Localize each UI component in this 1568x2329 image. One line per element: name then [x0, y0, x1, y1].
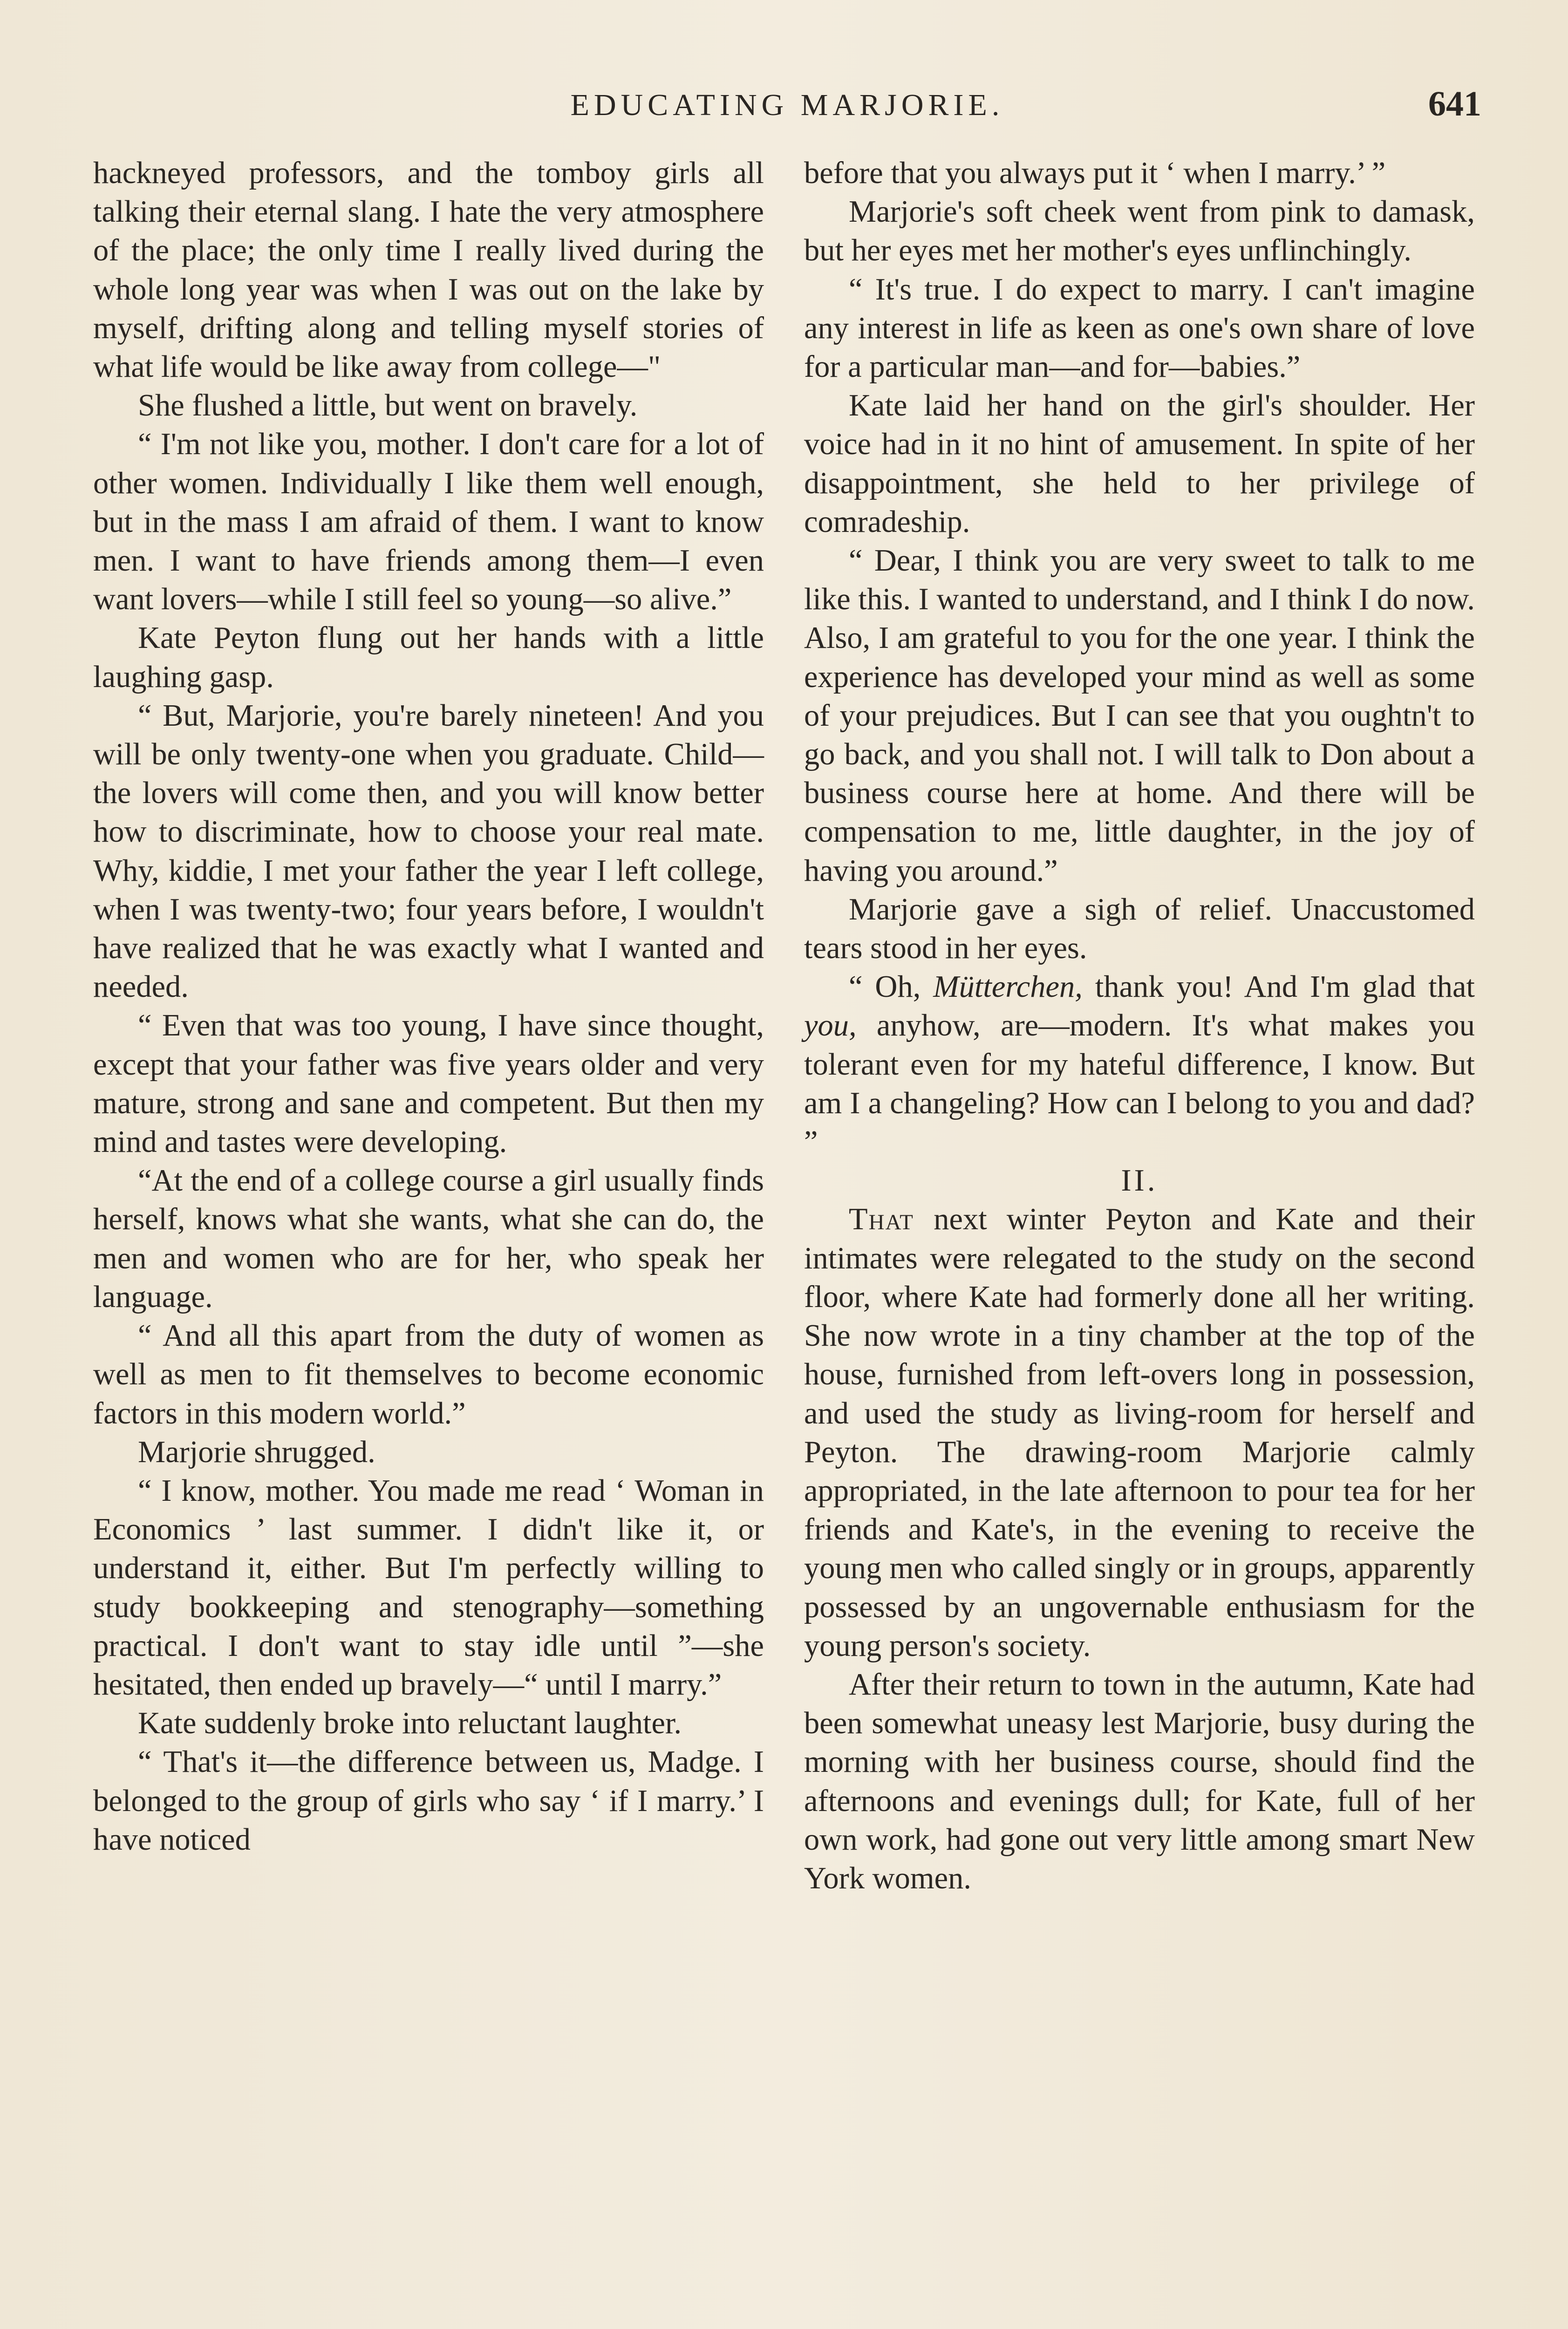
left-column	[93, 154, 764, 1859]
paragraph: “ That's it—the difference between us, Madge. I belonged to the group of girls who say ‘ if I marry.’ I have noticed	[93, 1745, 764, 1857]
paragraph: “ I'm not like you, mother. I don't care for a lot of other women. Individually I like them well enough, but in the mass I am afraid of them. I want to know men. I want to have friends among them—I even want lovers—while I still feel so young—so alive.”	[93, 427, 764, 617]
paragraph: After their return to town in the autumn, Kate had been somewhat uneasy lest Marjorie, busy during the morning with her business course, should find the afternoons and evenings dull; for Kate, full of her own work, had gone out very little among smart New York women.	[804, 1667, 1475, 1895]
paragraph	[804, 1200, 1475, 1665]
text-run: anyhow, are—modern. It's what makes you tolerant even for my hateful difference, I know. But am I a changeling? How can I belong to you and dad? ”	[804, 1008, 1475, 1159]
paragraph: “ Dear, I think you are very sweet to talk to me like this. I wanted to understand, and I think I do now. Also, I am grateful to you for the one year. I think the experience has developed your mind as well as some of your prejudices. But I can see that you oughtn't to go back, and you shall not. I will talk to Don about a business course here at home. And there will be compensation to me, little daughter, in the joy of having you around.”	[804, 544, 1475, 888]
paragraph: Kate Peyton flung out her hands with a little laughing gasp.	[93, 621, 764, 694]
text-run: next winter Peyton and Kate and their intimates were relegated to the study on the second floor, where Kate had formerly done all her writing. She now wrote in a tiny chamber at the top of the house, furnished from left-overs long in possession, and used the study as living-room for herself and Peyton. The drawing-room Marjorie calmly appropriated, in the late afternoon to pour tea for her friends and Kate's, in the evening to receive the young men who called singly or in groups, apparently possessed by an ungovernable enthusiasm for the young person's society.	[804, 1202, 1475, 1663]
paragraph: hackneyed professors, and the tomboy girls all talking their eternal slang. I hate the very atmosphere of the place; the only time I really lived during the whole long year was when I was out on the lake by myself, drifting along and telling myself stories of what life would be like away from college—"	[93, 156, 764, 384]
paragraph: “ I know, mother. You made me read ‘ Woman in Economics ’ last summer. I didn't like it, or understand it, either. But I'm perfectly willing to study bookkeeping and stenography—something practical. I don't want to stay idle until ”—she hesitated, then ended up bravely—“ until I marry.”	[93, 1473, 764, 1702]
paragraph: She flushed a little, but went on bravely.	[138, 388, 638, 423]
running-title: EDUCATING MARJORIE.	[570, 88, 1004, 122]
italic-text: you,	[804, 1008, 857, 1043]
paragraph: “ It's true. I do expect to marry. I can't imagine any interest in life as keen as one's own share of love for a particular man—and for—babies.”	[804, 272, 1475, 384]
paragraph: Marjorie's soft cheek went from pink to damask, but her eyes met her mother's eyes unflinchingly.	[804, 195, 1475, 268]
paragraph: Marjorie gave a sigh of relief. Unaccustomed tears stood in her eyes.	[804, 892, 1475, 966]
section-number: II.	[1121, 1164, 1158, 1198]
paragraph: “ Even that was too young, I have since thought, except that your father was five years older and very mature, strong and sane and competent. But then my mind and tastes were developing.	[93, 1008, 764, 1159]
paragraph-with-italics	[804, 967, 1475, 1161]
right-column	[804, 154, 1475, 1898]
paragraph: Marjorie shrugged.	[138, 1435, 375, 1469]
paragraph: “ But, Marjorie, you're barely nineteen! And you will be only twenty-one when you graduate. Child—the lovers will come then, and you will know better how to discriminate, how to choose your real mate. Why, kiddie, I met your father the year I left college, when I was twenty-two; four years before, I wouldn't have realized that he was exactly what I wanted and needed.	[93, 698, 764, 1004]
running-head	[93, 84, 1481, 135]
text-run: thank you! And I'm glad that	[1082, 970, 1475, 1004]
page-number: 641	[1428, 84, 1481, 123]
paragraph: “ And all this apart from the duty of women as well as men to fit themselves to become economic factors in this modern world.”	[93, 1319, 764, 1430]
italic-text: Mütterchen,	[933, 970, 1083, 1004]
paragraph: Kate laid her hand on the girl's shoulder. Her voice had in it no hint of amusement. In spite of her disappointment, she held to her privilege of comradeship.	[804, 388, 1475, 539]
small-caps-opening: That	[849, 1202, 914, 1237]
paragraph: before that you always put it ‘ when I marry.’ ”	[804, 156, 1386, 190]
paragraph: “At the end of a college course a girl usually finds herself, knows what she wants, what she can do, the men and women who are for her, who speak her language.	[93, 1164, 764, 1314]
text-run: “ Oh,	[849, 970, 934, 1004]
paragraph: Kate suddenly broke into reluctant laughter.	[138, 1706, 682, 1741]
